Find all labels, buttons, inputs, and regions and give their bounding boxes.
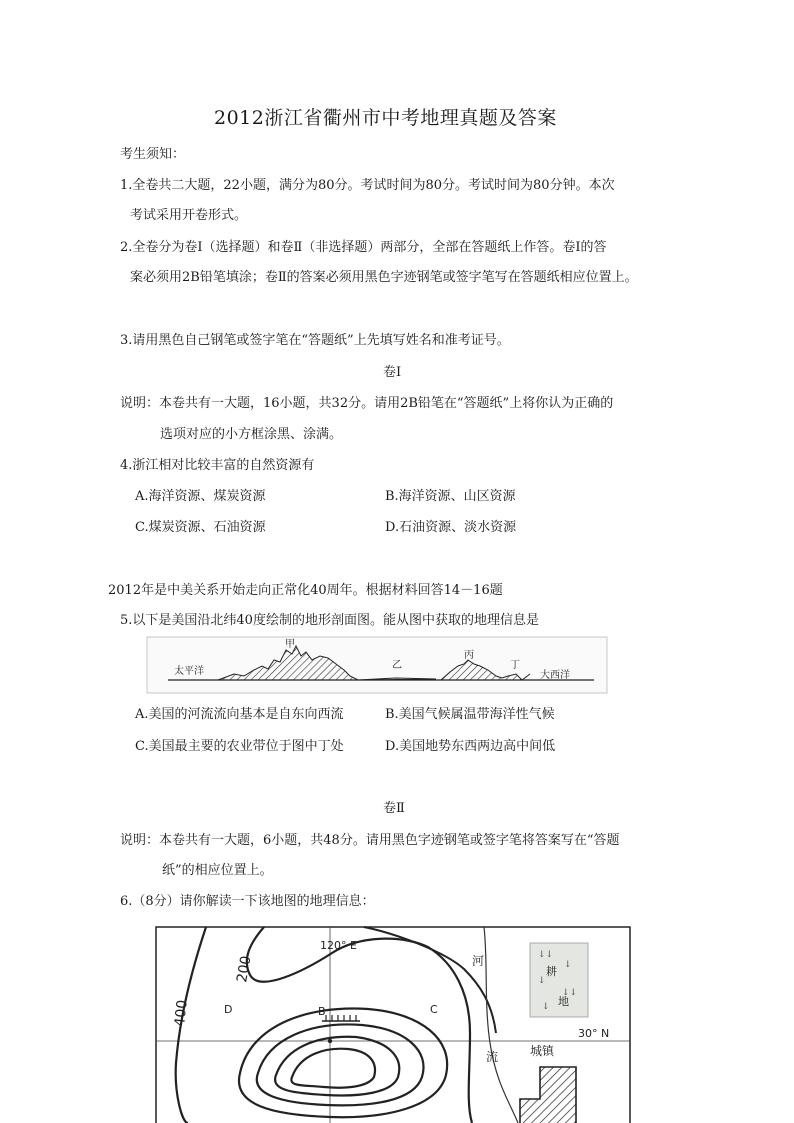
question-4-option-c: C.煤炭资源、石油资源	[135, 520, 266, 535]
question-4-option-a: A.海洋资源、煤炭资源	[135, 489, 266, 504]
question-5-option-b: B.美国气候属温带海洋性气候	[385, 707, 555, 722]
notice-item-3: 3.请用黑色自己钢笔或签字笔在“答题纸”上先填写姓名和准考证号。	[120, 333, 510, 348]
profile-label-ding: 丁	[510, 660, 520, 671]
map-label-b: B	[318, 1005, 326, 1018]
part2-description: 说明：本卷共有一大题，6小题，共48分。请用黑色字迹钢笔或签字笔将答案写在“答题	[120, 833, 620, 848]
map-label-town: 城镇	[530, 1044, 555, 1058]
map-label-river-he: 河	[472, 954, 485, 968]
map-label-farmland-geng: 耕	[546, 965, 557, 978]
profile-label-bing: 丙	[464, 650, 474, 661]
map-label-d: D	[224, 1003, 233, 1016]
terrain-profile-figure	[146, 636, 608, 694]
question-4-stem: 4.浙江相对比较丰富的自然资源有	[120, 458, 315, 473]
question-5-option-c: C.美国最主要的农业带位于图中丁处	[135, 739, 344, 754]
svg-text:↓↓: ↓↓	[538, 950, 554, 960]
part2-heading: 卷Ⅱ	[383, 801, 405, 816]
map-label-contour-400: 400	[172, 999, 191, 1028]
map-label-c: C	[430, 1003, 438, 1016]
question-4-option-d: D.石油资源、淡水资源	[385, 520, 517, 535]
notice-item-2: 2.全卷分为卷Ⅰ（选择题）和卷Ⅱ（非选择题）两部分，全部在答题纸上作答。卷Ⅰ的答	[120, 240, 607, 255]
profile-label-atlantic: 大西洋	[540, 670, 570, 681]
svg-text:↓↓: ↓↓	[562, 988, 578, 998]
question-5-option-d: D.美国地势东西两边高中间低	[385, 739, 556, 754]
profile-label-yi: 乙	[392, 660, 402, 671]
material-intro: 2012年是中美关系开始走向正常化40周年。根据材料回答14－16题	[108, 583, 503, 598]
part1-heading: 卷Ⅰ	[383, 365, 402, 380]
question-5-option-a: A.美国的河流流向基本是自东向西流	[135, 707, 344, 722]
profile-label-pacific: 太平洋	[174, 666, 204, 677]
map-label-farmland-di: 地	[558, 995, 569, 1008]
question-6-stem: 6.（8分）请你解读一下该地图的地理信息：	[120, 894, 375, 909]
notice-heading: 考生须知：	[120, 147, 186, 162]
profile-label-jia: 甲	[285, 639, 295, 650]
notice-item-2-cont: 案必须用2B铅笔填涂；卷Ⅱ的答案必须用黑色字迹钢笔或签字笔写在答题纸相应位置上。	[130, 270, 638, 285]
svg-text:↓: ↓	[564, 960, 572, 970]
contour-map-figure	[154, 923, 632, 1123]
map-label-contour-200: 200	[234, 954, 255, 984]
notice-item-1-cont: 考试采用开卷形式。	[130, 208, 248, 223]
part1-description-cont: 选项对应的小方框涂黑、涂满。	[160, 427, 343, 442]
map-label-longitude: 120° E	[320, 939, 357, 952]
part1-description: 说明：本卷共有一大题，16小题，共32分。请用2B铅笔在“答题纸”上将你认为正确的	[120, 396, 614, 411]
svg-text:↓: ↓	[542, 1002, 550, 1012]
notice-item-1: 1.全卷共二大题，22小题，满分为80分。考试时间为80分。考试时间为80分钟。本次	[120, 178, 615, 193]
document-title: 2012浙江省衢州市中考地理真题及答案	[214, 107, 557, 129]
map-label-river-liu: 流	[486, 1050, 499, 1064]
question-4-option-b: B.海洋资源、山区资源	[385, 489, 516, 504]
question-5-stem: 5.以下是美国沿北纬40度绘制的地形剖面图。能从图中获取的地理信息是	[120, 613, 539, 628]
map-label-latitude: 30° N	[578, 1027, 610, 1040]
svg-text:↓: ↓	[538, 976, 546, 986]
part2-description-cont: 纸”的相应位置上。	[162, 863, 273, 878]
